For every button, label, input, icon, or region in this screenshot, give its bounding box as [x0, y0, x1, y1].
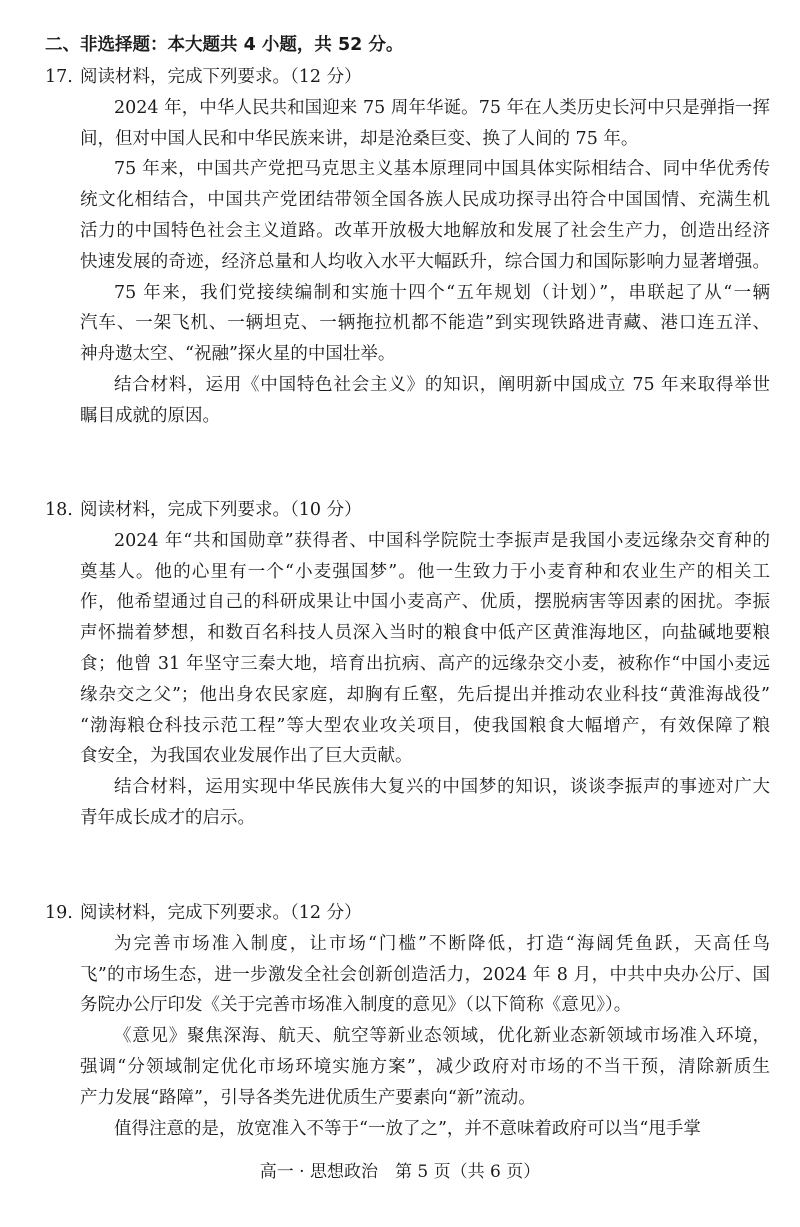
section-heading: 二、非选择题：本大题共 4 小题，共 52 分。: [45, 35, 404, 55]
paragraph-line: 神舟遨太空、“祝融”探火星的中国壮举。: [80, 344, 396, 364]
paragraph-line: 食；他曾 31 年坚守三秦大地，培育出抗病、高产的远缘杂交小麦，被称作“中国小麦远: [80, 654, 770, 674]
question-title: 阅读材料，完成下列要求。（12 分）: [80, 903, 362, 923]
question-title: 阅读材料，完成下列要求。（10 分）: [80, 500, 362, 520]
question-number: 17.: [45, 67, 73, 87]
paragraph-line: 快速发展的奇迹，经济总量和人均收入水平大幅跃升，综合国力和国际影响力显著增强。: [80, 252, 770, 272]
paragraph-line: 为完善市场准入制度，让市场“门槛”不断降低，打造“海阔凭鱼跃，天高任鸟: [114, 934, 770, 954]
paragraph-line: 务院办公厅印发《关于完善市场准入制度的意见》（以下简称《意见》）。: [80, 995, 632, 1015]
paragraph-line: 缘杂交之父”；他出身农民家庭，却胸有丘壑，先后提出并推动农业科技“黄淮海战役”: [80, 685, 770, 705]
paragraph-line: 《意见》聚焦深海、航天、航空等新业态领域，优化新业态新领域市场准入环境，: [114, 1026, 770, 1046]
page-footer: 高一 · 思想政治 第 5 页（共 6 页）: [259, 1162, 541, 1182]
paragraph-line: 瞩目成就的原因。: [80, 406, 220, 426]
paragraph-line: 飞”的市场生态，进一步激发全社会创新创造活力，2024 年 8 月，中共中央办公厅、国: [80, 965, 770, 985]
question-number: 19.: [45, 903, 73, 923]
paragraph-line: 食安全，为我国农业发展作出了巨大贡献。: [80, 746, 413, 766]
paragraph-line: 声怀揣着梦想，和数百名科技人员深入当时的粮食中低产区黄淮海地区，向盐碱地要粮: [80, 623, 770, 643]
paragraph-line: 75 年来，我们党接续编制和实施十四个“五年规划（计划）”，串联起了从“一辆: [114, 283, 770, 303]
paragraph-line: 产力发展“路障”，引导各类先进优质生产要素向“新”流动。: [80, 1088, 536, 1108]
paragraph-line: 青年成长成才的启示。: [80, 808, 255, 828]
paragraph-line: 结合材料，运用实现中华民族伟大复兴的中国梦的知识，谈谈李振声的事迹对广大: [114, 777, 770, 797]
paragraph-line: 间，但对中国人民和中华民族来讲，却是沧桑巨变、换了人间的 75 年。: [80, 129, 639, 149]
paragraph-line: 强调“分领域制定优化市场环境实施方案”，减少政府对市场的不当干预，清除新质生: [80, 1057, 770, 1077]
paragraph-line: 作，他希望通过自己的科研成果让中国小麦高产、优质，摆脱病害等因素的困扰。李振: [80, 592, 770, 612]
paragraph-line: 2024 年“共和国勋章”获得者、中国科学院院士李振声是我国小麦远缘杂交育种的: [114, 531, 770, 551]
question-title: 阅读材料，完成下列要求。（12 分）: [80, 67, 362, 87]
paragraph-line: 活力的中国特色社会主义道路。改革开放极大地解放和发展了社会生产力，创造出经济: [80, 221, 770, 241]
paragraph-line: 值得注意的是，放宽准入不等于“一放了之”，并不意味着政府可以当“甩手掌: [114, 1119, 701, 1139]
question-number: 18.: [45, 500, 73, 520]
paragraph-line: 统文化相结合，中国共产党团结带领全国各族人民成功探寻出符合中国国情、充满生机: [80, 190, 770, 210]
paragraph-line: 结合材料，运用《中国特色社会主义》的知识，阐明新中国成立 75 年来取得举世: [114, 375, 770, 395]
paragraph-line: 奠基人。他的心里有一个“小麦强国梦”。他一生致力于小麦育种和农业生产的相关工: [80, 562, 770, 582]
paragraph-line: 汽车、一架飞机、一辆坦克、一辆拖拉机都不能造”到实现铁路进青藏、港口连五洋、: [80, 313, 770, 333]
paragraph-line: “渤海粮仓科技示范工程”等大型农业攻关项目，使我国粮食大幅增产，有效保障了粮: [80, 716, 770, 736]
paragraph-line: 2024 年，中华人民共和国迎来 75 周年华诞。75 年在人类历史长河中只是弹指一挥: [114, 98, 770, 118]
paragraph-line: 75 年来，中国共产党把马克思主义基本原理同中国具体实际相结合、同中华优秀传: [114, 159, 770, 179]
